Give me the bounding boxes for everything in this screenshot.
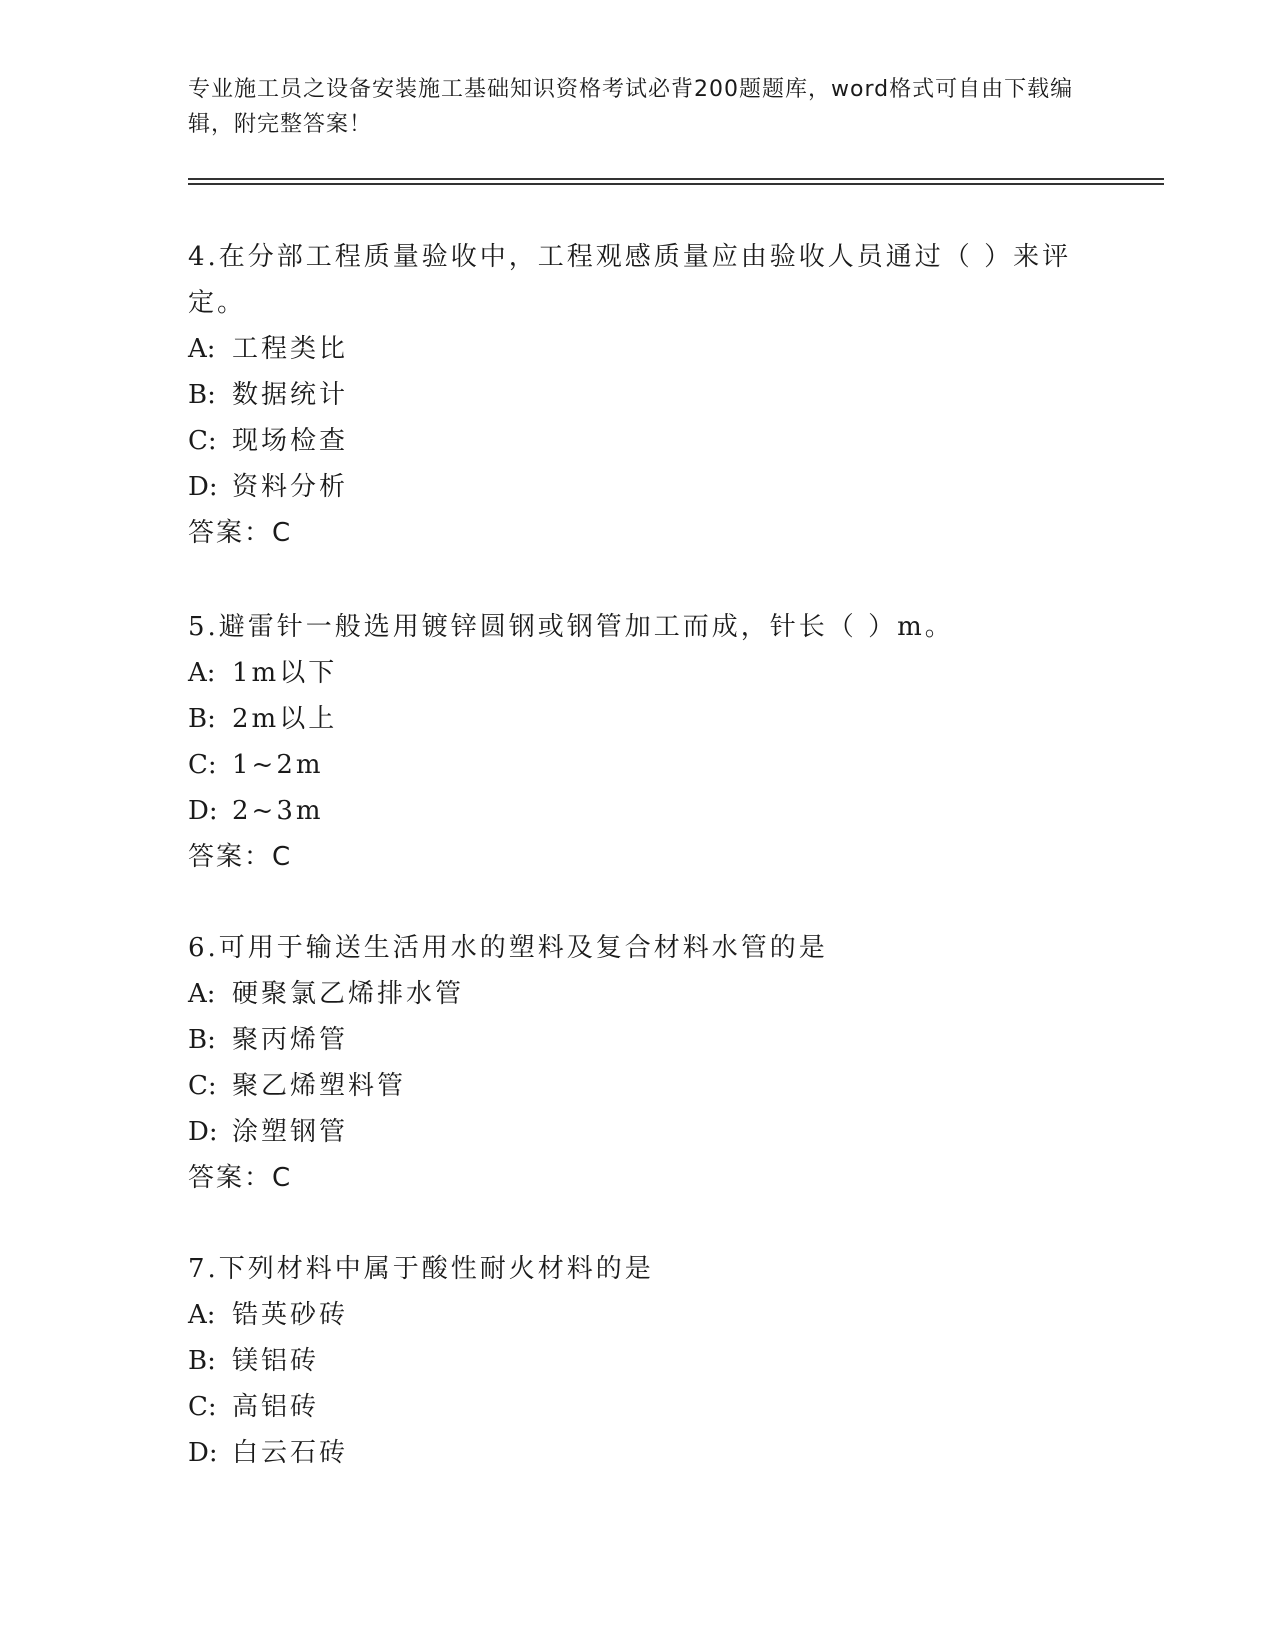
option-letter: D: (188, 472, 218, 502)
option-text: 镁铝砖 (232, 1346, 320, 1376)
header-rule-bottom (188, 183, 1164, 185)
option-letter: B: (188, 1025, 216, 1055)
option-letter: D: (188, 796, 218, 826)
option-b (188, 1338, 1088, 1384)
option-c (188, 742, 1088, 788)
header-rule-top (188, 178, 1164, 180)
option-text: 数据统计 (232, 380, 349, 410)
document-header: 专业施工员之设备安装施工基础知识资格考试必背200题题库，word格式可自由下载编辑，附完整答案！ (188, 77, 1074, 137)
option-a (188, 1292, 1088, 1338)
option-text: 硬聚氯乙烯排水管 (232, 979, 465, 1009)
option-letter: A: (188, 334, 216, 364)
option-b (188, 372, 1088, 418)
option-c (188, 418, 1088, 464)
option-text: 工程类比 (232, 334, 349, 364)
option-letter: A: (188, 979, 216, 1009)
option-b (188, 696, 1088, 742)
option-letter: B: (188, 1346, 216, 1376)
option-a (188, 326, 1088, 372)
question-5 (188, 604, 1088, 880)
question-text: 7.下列材料中属于酸性耐火材料的是 (188, 1254, 654, 1284)
option-letter: D: (188, 1438, 218, 1468)
option-text: 现场检查 (232, 426, 349, 456)
question-4 (188, 234, 1088, 556)
option-text: 2m以上 (232, 704, 338, 734)
option-letter: C: (188, 426, 217, 456)
question-7 (188, 1246, 1088, 1476)
option-letter: A: (188, 658, 216, 688)
option-text: 涂塑钢管 (232, 1117, 349, 1147)
option-c (188, 1384, 1088, 1430)
question-text: 4.在分部工程质量验收中，工程观感质量应由验收人员通过（ ）来评定。 (188, 242, 1072, 318)
question-6 (188, 925, 1088, 1201)
option-letter: A: (188, 1300, 216, 1330)
option-text: 2~3m (232, 796, 324, 826)
option-d (188, 1109, 1088, 1155)
option-letter: C: (188, 750, 217, 780)
option-letter: B: (188, 704, 216, 734)
option-d (188, 1430, 1088, 1476)
option-letter: C: (188, 1071, 217, 1101)
question-text: 5.避雷针一般选用镀锌圆钢或钢管加工而成，针长（ ）m。 (188, 612, 954, 642)
option-text: 1~2m (232, 750, 324, 780)
option-a (188, 650, 1088, 696)
option-text: 聚丙烯管 (232, 1025, 349, 1055)
option-text: 高铝砖 (232, 1392, 320, 1422)
option-c (188, 1063, 1088, 1109)
option-text: 聚乙烯塑料管 (232, 1071, 407, 1101)
answer: 答案：C (188, 842, 293, 872)
option-letter: B: (188, 380, 216, 410)
option-b (188, 1017, 1088, 1063)
option-text: 锆英砂砖 (232, 1300, 349, 1330)
question-text: 6.可用于输送生活用水的塑料及复合材料水管的是 (188, 933, 828, 963)
option-a (188, 971, 1088, 1017)
answer: 答案：C (188, 1163, 293, 1193)
option-text: 资料分析 (232, 472, 349, 502)
option-letter: C: (188, 1392, 217, 1422)
option-text: 白云石砖 (232, 1438, 349, 1468)
option-d (188, 464, 1088, 510)
option-text: 1m以下 (232, 658, 338, 688)
option-letter: D: (188, 1117, 218, 1147)
answer: 答案：C (188, 518, 293, 548)
option-d (188, 788, 1088, 834)
